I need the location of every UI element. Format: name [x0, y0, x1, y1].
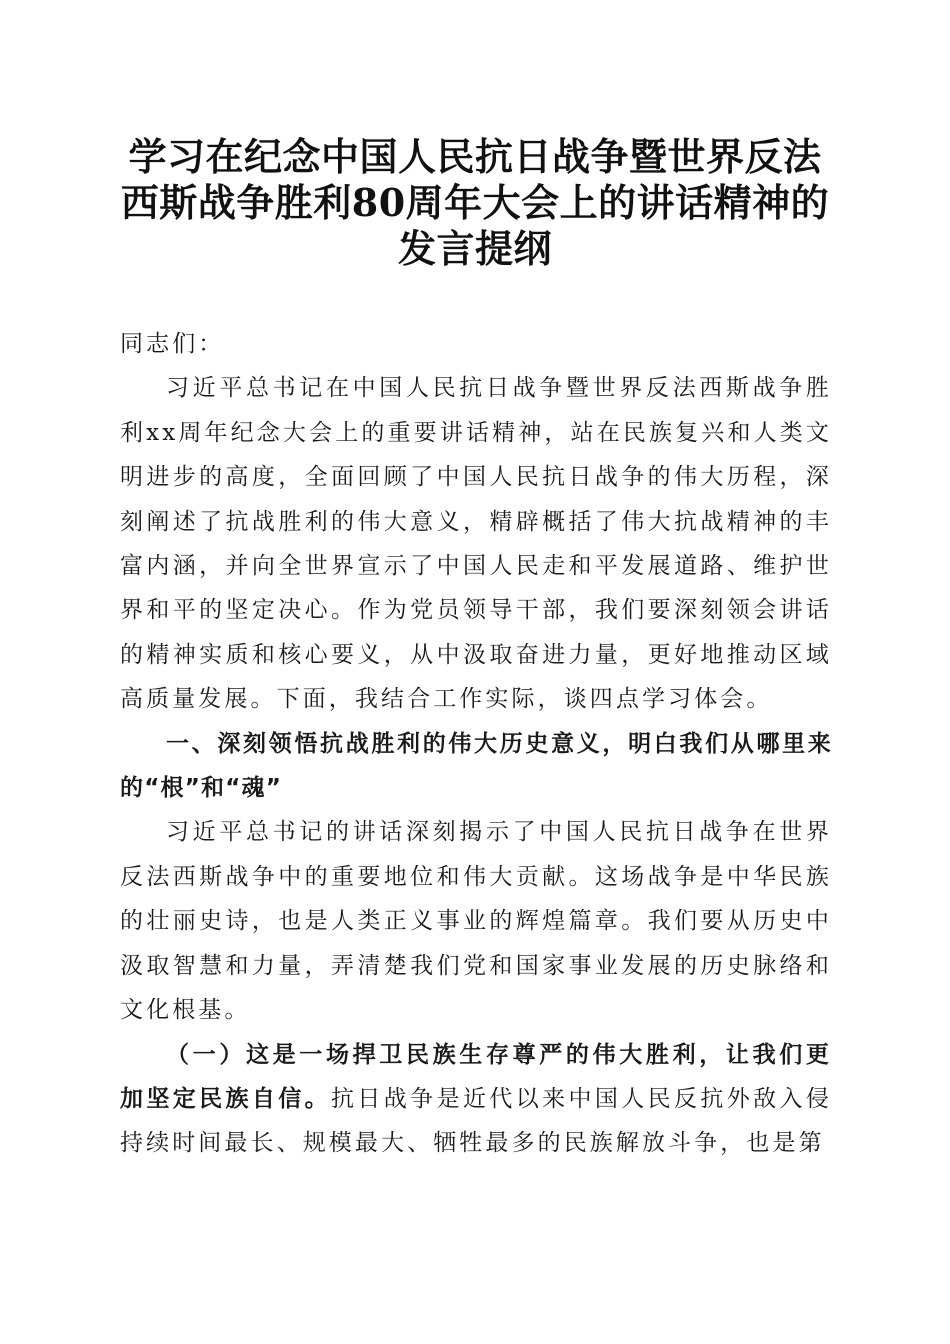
subsection-one-text: 抗日战争是近代以来中国人民反抗外敌入侵持续时间最长、规模最大、牺牲最多的民族解放斗争，也是第 — [120, 1085, 832, 1157]
subsection-one-paragraph — [120, 1033, 832, 1166]
document-title: 学习在纪念中国人民抗日战争暨世界反法西斯战争胜利80周年大会上的讲话精神的发言提纲 — [120, 134, 830, 271]
section-one-heading: 一、深刻领悟抗战胜利的伟大历史意义，明白我们从哪里来的“根”和“魂” — [120, 730, 832, 802]
document-body — [120, 322, 832, 1166]
greeting: 同志们： — [120, 331, 225, 357]
section-one-paragraph: 习近平总书记的讲话深刻揭示了中国人民抗日战争在世界反法西斯战争中的重要地位和伟大贡献。这场战争是中华民族的壮丽史诗，也是人类正义事业的辉煌篇章。我们要从历史中汲取智慧和力量，弄清楚我们党和国家事业发展的历史脉络和文化根基。 — [120, 819, 832, 1024]
intro-paragraph: 习近平总书记在中国人民抗日战争暨世界反法西斯战争胜利xx周年纪念大会上的重要讲话精神，站在民族复兴和人类文明进步的高度，全面回顾了中国人民抗日战争的伟大历程，深刻阐述了抗战胜利的伟大意义，精辟概括了伟大抗战精神的丰富内涵，并向全世界宣示了中国人民走和平发展道路、维护世界和平的坚定决心。作为党员领导干部，我们要深刻领会讲话的精神实质和核心要义，从中汲取奋进力量，更好地推动区域高质量发展。下面，我结合工作实际，谈四点学习体会。 — [120, 375, 832, 713]
subsection-one-heading: （一）这是一场捍卫民族生存尊严的伟大胜利，让我们更加坚定民族自信。 — [120, 1040, 832, 1112]
